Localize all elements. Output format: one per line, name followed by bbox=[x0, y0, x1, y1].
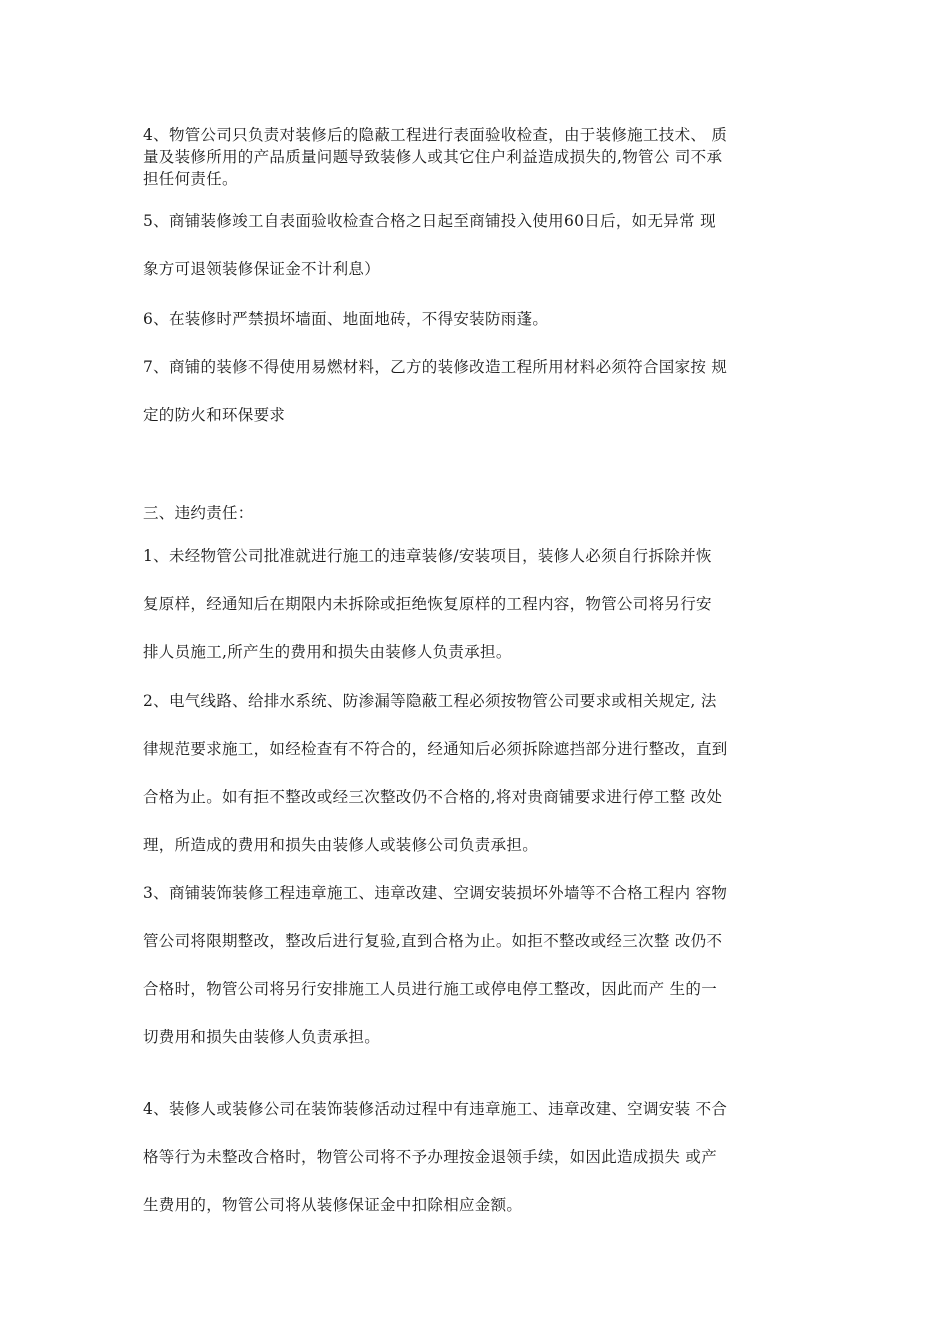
text-line: 2、电气线路、给排水系统、防渗漏等隐蔽工程必须按物管公司要求或相关规定, 法 bbox=[143, 692, 717, 710]
liability-clause-4-paragraph bbox=[143, 1085, 823, 1229]
text-line: 4、物管公司只负责对装修后的隐蔽工程进行表面验收检查，由于装修施工技术、 质 bbox=[143, 126, 728, 144]
text-line: 生费用的，物管公司将从装修保证金中扣除相应金额。 bbox=[143, 1196, 523, 1214]
text-line: 定的防火和环保要求 bbox=[143, 406, 286, 424]
clause-7-paragraph bbox=[143, 343, 823, 439]
text-line: 格等行为未整改合格时，物管公司将不予办理按金退领手续，如因此造成损失 或产 bbox=[143, 1148, 718, 1166]
text-line: 律规范要求施工，如经检查有不符合的，经通知后必须拆除遮挡部分进行整改，直到 bbox=[143, 740, 728, 758]
text-line: 量及装修所用的产品质量问题导致装修人或其它住户利益造成损失的,物管公 司不承 bbox=[143, 148, 723, 166]
text-line: 5、商铺装修竣工自表面验收检查合格之日起至商铺投入使用60日后，如无异常 现 bbox=[143, 212, 716, 230]
liability-clause-2-paragraph bbox=[143, 677, 823, 869]
text-line: 4、装修人或装修公司在装饰装修活动过程中有违章施工、违章改建、空调安装 不合 bbox=[143, 1100, 728, 1118]
clause-4-paragraph bbox=[143, 124, 823, 190]
text-line: 3、商铺装饰装修工程违章施工、违章改建、空调安装损坏外墙等不合格工程内 容物 bbox=[143, 884, 728, 902]
text-line: 切费用和损失由装修人负责承担。 bbox=[143, 1028, 381, 1046]
text-line: 复原样，经通知后在期限内未拆除或拒绝恢复原样的工程内容，物管公司将另行安 bbox=[143, 595, 712, 613]
text-line: 1、未经物管公司批准就进行施工的违章装修/安装项目，装修人必须自行拆除并恢 bbox=[143, 547, 712, 565]
text-line: 排人员施工,所产生的费用和损失由装修人负责承担。 bbox=[143, 643, 512, 661]
text-line: 合格时，物管公司将另行安排施工人员进行施工或停电停工整改，因此而产 生的一 bbox=[143, 980, 718, 998]
text-line: 6、在装修时严禁损坏墙面、地面地砖，不得安装防雨蓬。 bbox=[143, 310, 549, 328]
section-heading-liability: 三、违约责任： bbox=[143, 504, 254, 522]
text-line: 象方可退领装修保证金不计利息） bbox=[143, 260, 381, 278]
liability-clause-3-paragraph bbox=[143, 869, 823, 1061]
clause-6-paragraph bbox=[143, 295, 823, 343]
text-line: 担任何责任。 bbox=[143, 170, 238, 188]
text-line: 管公司将限期整改，整改后进行复验,直到合格为止。如拒不整改或经三次整 改仍不 bbox=[143, 932, 723, 950]
text-line: 7、商铺的装修不得使用易燃材料，乙方的装修改造工程所用材料必须符合国家按 规 bbox=[143, 358, 728, 376]
text-line: 理，所造成的费用和损失由装修人或装修公司负责承担。 bbox=[143, 836, 539, 854]
text-line: 合格为止。如有拒不整改或经三次整改仍不合格的,将对贵商铺要求进行停工整 改处 bbox=[143, 788, 723, 806]
clause-5-paragraph bbox=[143, 197, 823, 293]
liability-clause-1-paragraph bbox=[143, 532, 823, 676]
